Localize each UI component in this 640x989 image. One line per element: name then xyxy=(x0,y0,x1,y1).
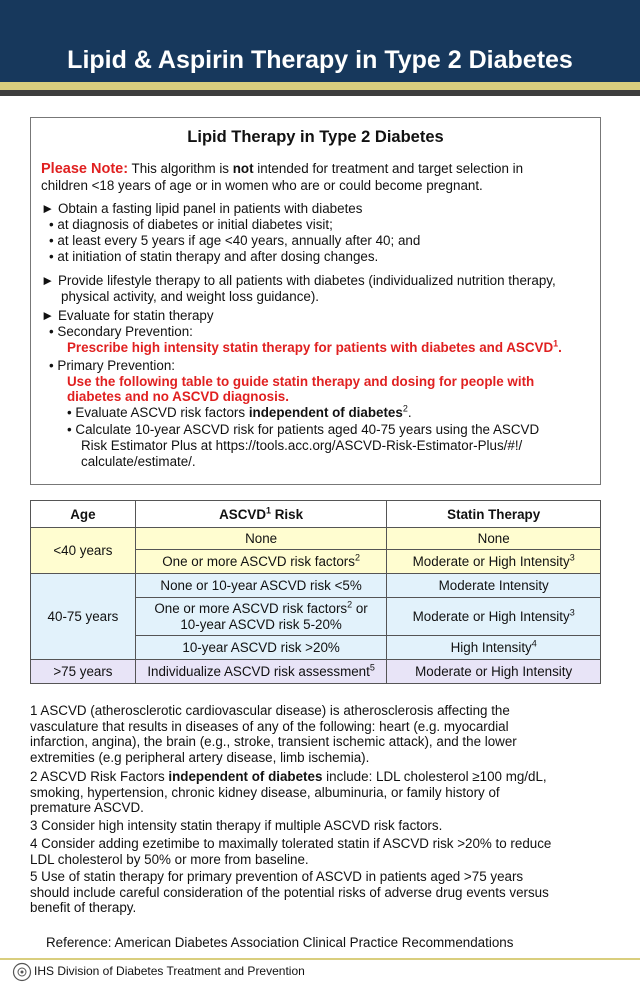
footnote-2 xyxy=(30,769,547,816)
risk-cell: 10-year ASCVD risk >20% xyxy=(135,636,387,660)
statin-table xyxy=(30,500,601,684)
footer-stripe xyxy=(0,958,640,960)
eval-post: . xyxy=(407,405,412,420)
s1-head: ► Obtain a fasting lipid panel in patients with diabetes xyxy=(41,201,363,216)
therapy-cell: Moderate Intensity xyxy=(387,574,601,598)
risk-text: One or more ASCVD risk factors xyxy=(162,554,355,569)
primary-text2: diabetes and no ASCVD diagnosis. xyxy=(67,389,289,404)
risk-post: or xyxy=(352,600,368,616)
lipid-therapy-box xyxy=(30,117,601,485)
s1-item: • at initiation of statin therapy and after dosing changes. xyxy=(49,249,379,264)
therapy-cell: None xyxy=(387,528,601,550)
header-therapy: Statin Therapy xyxy=(387,501,601,528)
secondary-text-main: Prescribe high intensity statin therapy for patients with diabetes and ASCVD xyxy=(67,340,554,355)
footnote-line: premature ASCVD. xyxy=(30,800,144,816)
note-line1 xyxy=(41,161,523,178)
accent-stripe xyxy=(0,82,640,90)
eval-line xyxy=(67,405,412,421)
header-risk-post: Risk xyxy=(271,506,304,522)
therapy-cell xyxy=(387,598,601,636)
f2-pre: 2 ASCVD Risk Factors xyxy=(30,769,169,784)
risk-cell xyxy=(135,550,387,574)
header-risk xyxy=(135,501,387,528)
note-line2: children <18 years of age or in women who are or could become pregnant. xyxy=(41,178,483,193)
primary-label: • Primary Prevention: xyxy=(49,358,175,373)
s3-head: ► Evaluate for statin therapy xyxy=(41,308,214,323)
age-cell: <40 years xyxy=(31,528,136,574)
therapy-cell: Moderate or High Intensity xyxy=(387,660,601,684)
table-row xyxy=(31,660,601,684)
therapy-cell xyxy=(387,636,601,660)
s2-line1: ► Provide lifestyle therapy to all patients with diabetes (individualized nutrition therapy, xyxy=(41,273,556,288)
therapy-text: High Intensity xyxy=(450,640,532,655)
risk-cell xyxy=(135,598,387,636)
risk-text-line2: 10-year ASCVD risk 5-20% xyxy=(180,616,342,632)
s1-item: • at diagnosis of diabetes or initial diabetes visit; xyxy=(49,217,333,232)
calc-line2: Risk Estimator Plus at https://tools.acc.org/ASCVD-Risk-Estimator-Plus/#!/ xyxy=(81,438,523,453)
footnote-line: smoking, hypertension, chronic kidney disease, albuminuria, or family history of xyxy=(30,784,500,800)
org-name: IHS Division of Diabetes Treatment and Prevention xyxy=(34,964,305,978)
s1-item: • at least every 5 years if age <40 years, annually after 40; and xyxy=(49,233,421,248)
header-risk-text: ASCVD xyxy=(219,506,267,522)
header-age: Age xyxy=(31,501,136,528)
secondary-sup: 1 xyxy=(553,338,559,349)
eval-pre: • Evaluate ASCVD risk factors xyxy=(67,405,249,420)
footnote-3: 3 Consider high intensity statin therapy if multiple ASCVD risk factors. xyxy=(30,818,443,833)
table-header-row xyxy=(31,501,601,528)
header-risk-sup: 1 xyxy=(266,505,272,516)
note-label: Please Note: xyxy=(41,161,129,177)
therapy-text: Moderate or High Intensity xyxy=(412,609,570,624)
primary-text1: Use the following table to guide statin therapy and dosing for people with xyxy=(67,374,535,389)
header-banner xyxy=(0,0,640,82)
risk-sup: 5 xyxy=(369,662,375,673)
footnote-1 xyxy=(30,703,517,765)
risk-text: One or more ASCVD risk factors xyxy=(154,600,348,616)
page-title: Lipid & Aspirin Therapy in Type 2 Diabetes xyxy=(67,46,573,74)
footnote-line: infarction, angina), the brain (e.g., stroke, transient ischemic attack), and the lower xyxy=(30,734,517,750)
note-post: intended for treatment and target selection in xyxy=(253,161,524,176)
footnote-line: 5 Use of statin therapy for primary prevention of ASCVD in patients aged >75 years xyxy=(30,869,524,884)
secondary-label: • Secondary Prevention: xyxy=(49,324,193,339)
ihs-logo-icon xyxy=(12,962,32,982)
risk-sup: 2 xyxy=(347,599,353,610)
therapy-cell xyxy=(387,550,601,574)
eval-bold: independent of diabetes xyxy=(248,405,403,420)
note-not: not xyxy=(232,161,254,176)
footnote-line: LDL cholesterol by 50% or more from baseline. xyxy=(30,851,309,867)
calc-line3: calculate/estimate/. xyxy=(81,454,196,469)
table-row xyxy=(31,528,601,550)
dark-stripe xyxy=(0,90,640,96)
therapy-sup: 4 xyxy=(531,638,537,649)
age-cell: >75 years xyxy=(31,660,136,684)
risk-cell xyxy=(135,660,387,684)
footnote-line: 1 ASCVD (atherosclerotic cardiovascular disease) is atherosclerosis affecting the xyxy=(30,703,510,718)
reference: Reference: American Diabetes Association Clinical Practice Recommendations xyxy=(46,935,514,950)
footnote-line: benefit of therapy. xyxy=(30,900,137,916)
footnote-4 xyxy=(30,836,551,867)
s2-line2: physical activity, and weight loss guidance). xyxy=(61,289,320,304)
risk-cell: None or 10-year ASCVD risk <5% xyxy=(135,574,387,598)
risk-text: Individualize ASCVD risk assessment xyxy=(147,664,370,679)
footnote-line xyxy=(30,769,547,785)
note-pre: This algorithm is xyxy=(128,161,233,176)
footnote-line: should include careful consideration of the potential risks of adverse drug events versus xyxy=(30,884,549,900)
footnote-line: extremities (e.g peripheral artery disease, limb ischemia). xyxy=(30,749,370,765)
eval-sup: 2 xyxy=(402,403,408,414)
f2-post: include: LDL cholesterol ≥100 mg/dL, xyxy=(322,769,547,784)
calc-line1: • Calculate 10-year ASCVD risk for patients aged 40-75 years using the ASCVD xyxy=(67,422,540,437)
risk-sup: 2 xyxy=(354,552,360,563)
footnote-line: 4 Consider adding ezetimibe to maximally tolerated statin if ASCVD risk >20% to reduce xyxy=(30,836,552,851)
risk-cell: None xyxy=(135,528,387,550)
therapy-sup: 3 xyxy=(569,552,575,563)
therapy-text: Moderate or High Intensity xyxy=(412,554,570,569)
table-row xyxy=(31,574,601,598)
box-title: Lipid Therapy in Type 2 Diabetes xyxy=(187,128,444,146)
secondary-text: Prescribe high intensity statin therapy for patients with diabetes and ASCVD$^1$. xyxy=(67,338,562,355)
therapy-sup: 3 xyxy=(569,607,575,618)
age-cell: 40-75 years xyxy=(31,574,136,660)
footnote-5 xyxy=(30,869,549,916)
footnote-line: vasculature that results in diseases of any of the following: heart (e.g. myocardial xyxy=(30,718,509,734)
f2-bold: independent of diabetes xyxy=(168,769,323,784)
